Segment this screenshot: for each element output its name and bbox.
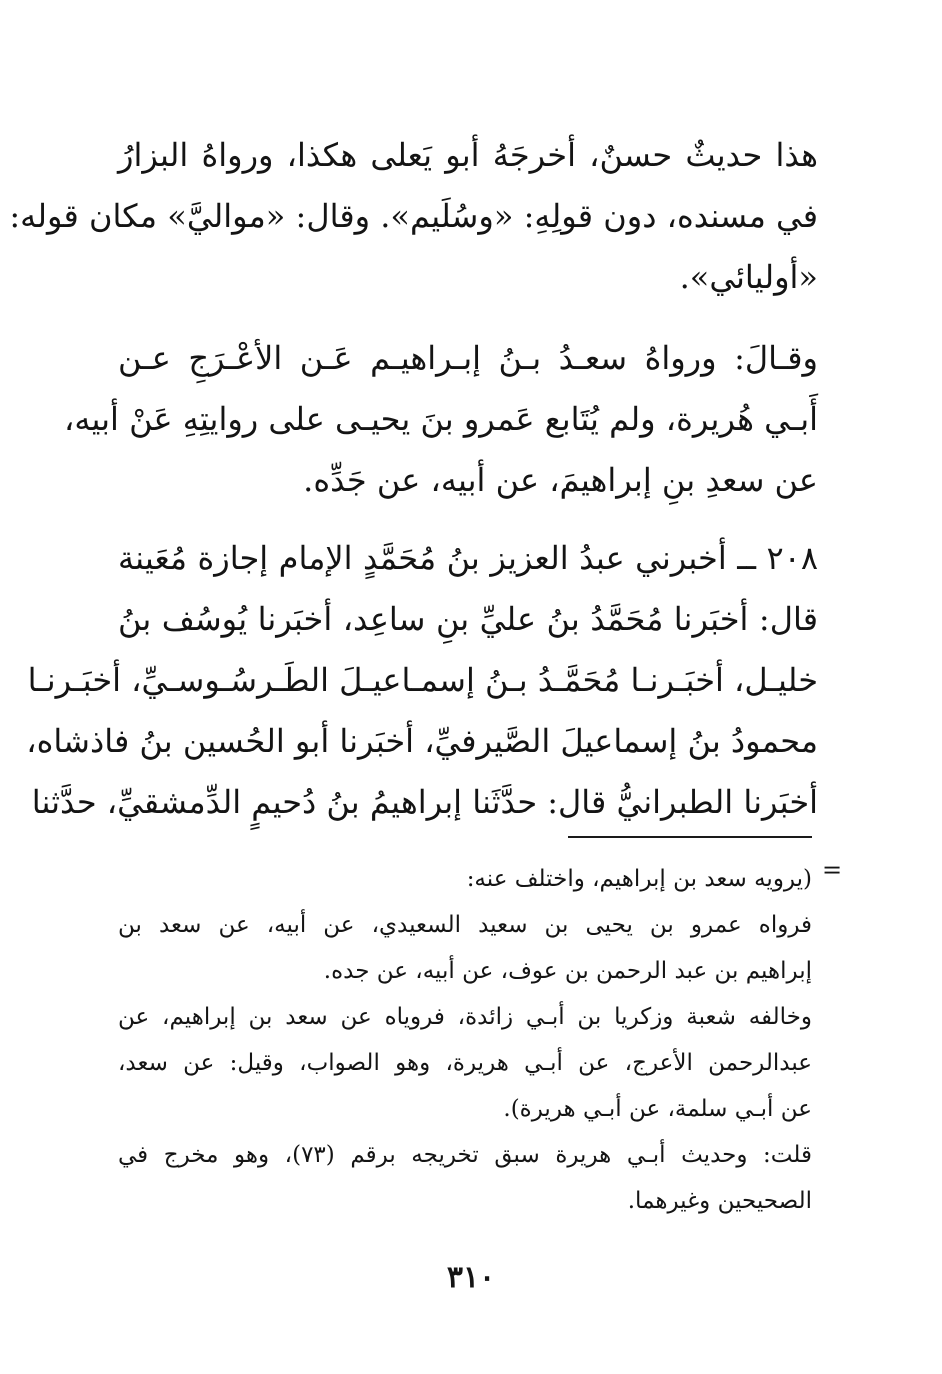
footnote-line: (يرويه سعد بن إبراهيم، واختلف عنه:: [466, 866, 812, 892]
text-line: هذا حديثٌ حسنٌ، أخرجَهُ أبو يَعلى هكذا، ورواهُ البزارُ: [118, 136, 818, 174]
paragraph-hadith-208: [26, 528, 819, 833]
text-line: وقـالَ: ورواهُ سعـدُ بـنُ إبـراهيـم عَـن الأعْـرَجِ عـن: [118, 339, 818, 377]
paragraph-hadith-grading: [9, 125, 818, 308]
footnote-line: قلت: وحديث أبـي هريرة سبق تخريجه برقم (٧٣)، وهو مخرج في: [118, 1142, 812, 1168]
text-line: خليـل، أخبَـرنـا مُحَمَّـدُ بـنُ إسمـاعيـلَ الطَـرسُـوسـيِّ، أخبَـرنـا: [27, 661, 818, 699]
footnote-line: عبدالرحمن الأعرج، عن أبـي هريرة، وهو الصواب، وقيل: عن سعد،: [118, 1050, 812, 1076]
footnote-line: وخالفه شعبة وزكريا بن أبـي زائدة، فروياه عن سعد بن إبراهيم، عن: [118, 1004, 812, 1030]
text-line: عن سعدِ بنِ إبراهيمَ، عن أبيه، عن جَدِّه.: [303, 461, 818, 499]
text-line: «أوليائي».: [679, 258, 818, 296]
footnote-line: الصحيحين وغيرهما.: [627, 1188, 812, 1214]
footnote-line: إبراهيم بن عبد الرحمن بن عوف، عن أبيه، عن جده.: [323, 958, 812, 984]
text-line: أَبـي هُريرة، ولم يُتَابع عَمرو بنَ يحيـى على روايتِهِ عَنْ أبيه،: [64, 400, 818, 438]
paragraph-narration-note: [64, 328, 818, 511]
text-line: قال: أخبَرنا مُحَمَّدُ بنُ عليِّ بنِ ساعِد، أخبَرنا يُوسُف بنُ: [118, 600, 818, 638]
text-line: ٢٠٨ ــ أخبرني عبدُ العزيز بنُ مُحَمَّدٍ الإمام إجازة مُعَينة: [118, 539, 819, 577]
footnote-line: فرواه عمرو بن يحيى بن سعيد السعيدي، عن أبيه، عن سعد بن: [118, 912, 812, 938]
footnote-continuation-mark: =: [822, 856, 843, 884]
text-line: أخبَرنا الطبرانيُّ قال: حدَّثَنا إبراهيمُ بنُ دُحيمٍ الدِّمشقيِّ، حدَّثنا: [31, 783, 818, 821]
footnote-block: [118, 856, 812, 1224]
footnote-separator: [568, 836, 812, 838]
footnote-line: عن أبـي سلمة، عن أبـي هريرة).: [503, 1096, 812, 1122]
text-line: محمودُ بنُ إسماعيلَ الصَّيرفيِّ، أخبَرنا أبو الحُسين بنُ فاذشاه،: [26, 722, 818, 760]
text-line: في مسنده، دون قولِهِ: «وسُلَيم». وقال: «مواليَّ» مكان قوله:: [9, 197, 818, 235]
page-number: ٣١٠: [446, 1260, 496, 1295]
